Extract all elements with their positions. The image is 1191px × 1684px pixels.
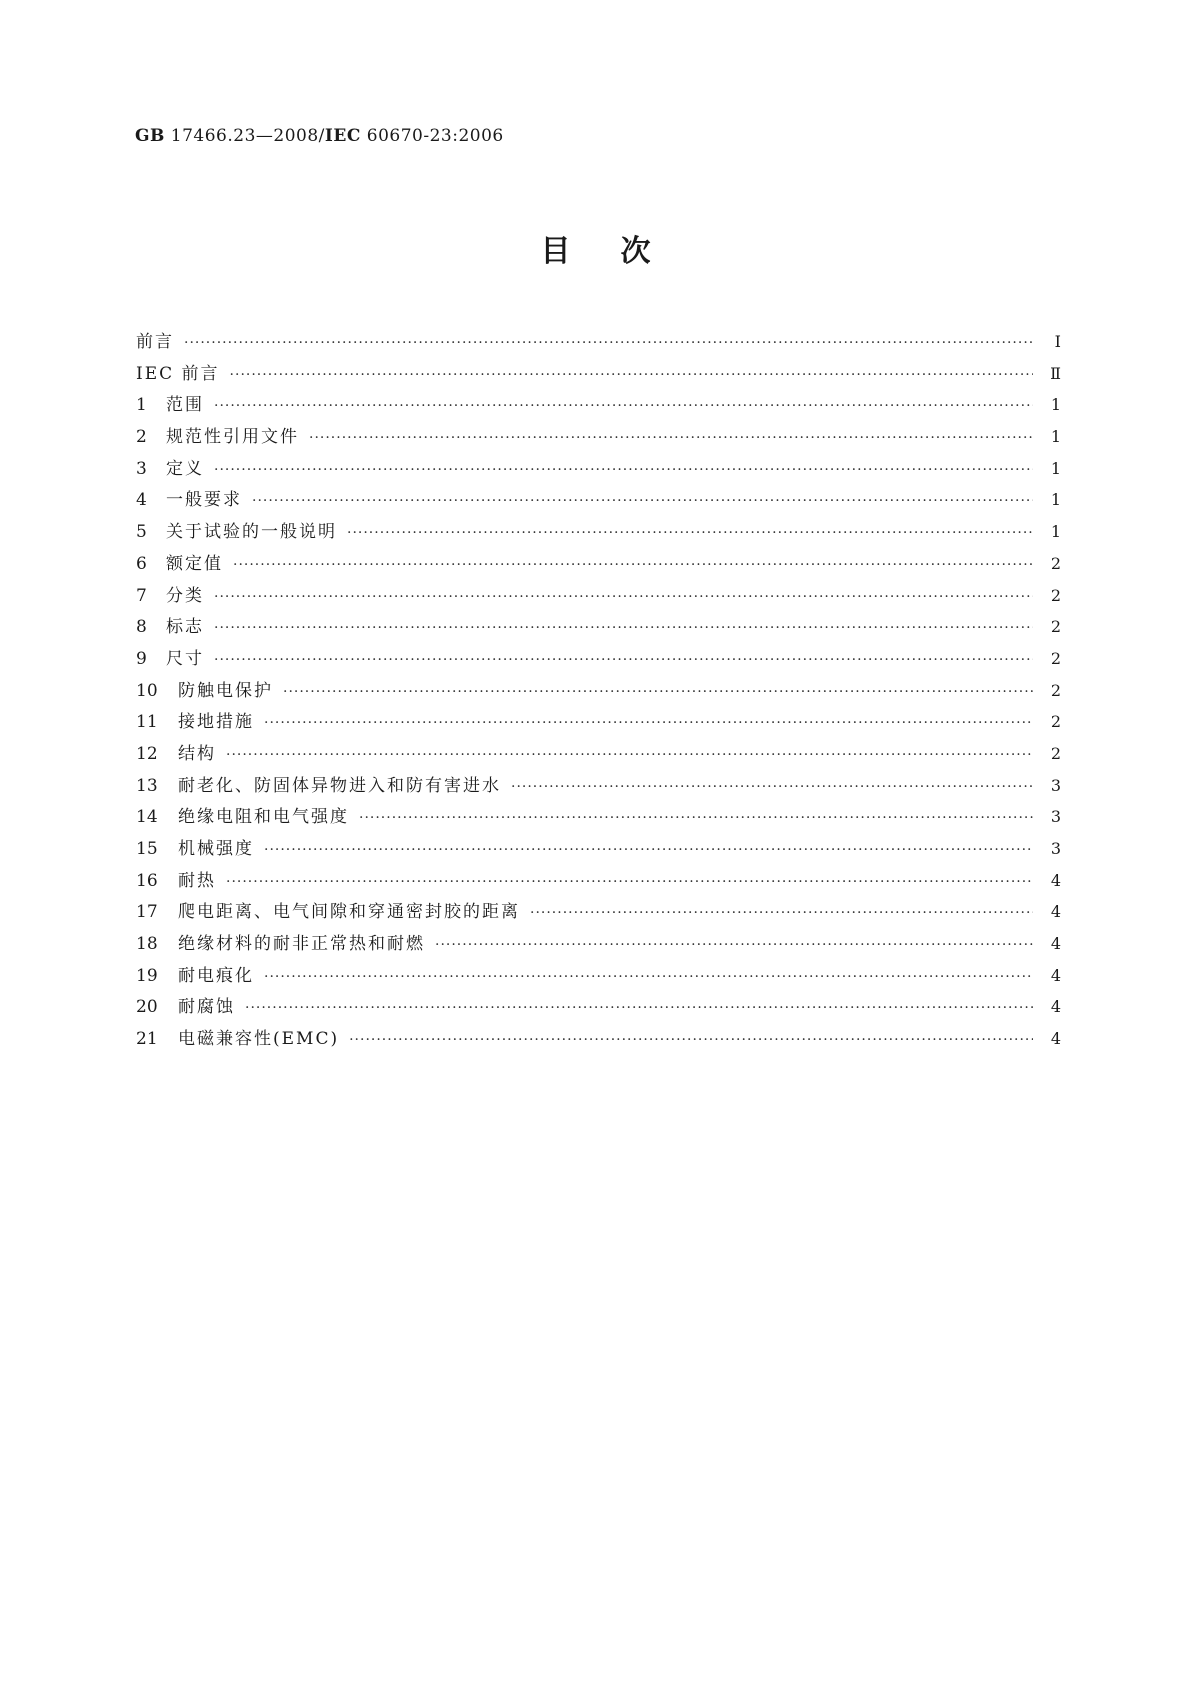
- toc-dot-leader: [252, 493, 1033, 509]
- toc-entry-page: 4: [1050, 1029, 1061, 1049]
- toc-entry-label: 规范性引用文件: [166, 427, 299, 448]
- toc-entry-label: 防触电保护: [178, 680, 273, 701]
- toc-entry-label: 耐电痕化: [178, 965, 254, 986]
- toc-entry[interactable]: [136, 485, 1061, 517]
- doc-code-iec: IEC: [324, 126, 361, 146]
- toc-dot-leader: [214, 620, 1033, 636]
- toc-entry-page: 1: [1050, 522, 1061, 542]
- toc-entry-page: 2: [1050, 553, 1061, 573]
- toc-entry-page: 3: [1050, 839, 1061, 858]
- toc-entry[interactable]: [136, 739, 1061, 771]
- toc-entry[interactable]: [136, 771, 1061, 803]
- toc-entry[interactable]: [136, 1024, 1061, 1056]
- toc-entry-page: 1: [1050, 458, 1061, 478]
- document-code: [135, 126, 504, 146]
- toc-entry-page: 1: [1050, 395, 1061, 415]
- toc-dot-leader: [283, 684, 1033, 700]
- toc-entry[interactable]: [136, 802, 1061, 834]
- toc-entry-number: 18: [136, 934, 158, 955]
- toc-entry-page: 2: [1050, 680, 1061, 700]
- toc-entry[interactable]: [136, 327, 1061, 359]
- toc-entry-number: 1: [136, 395, 147, 416]
- doc-code-number: 17466.23—2008/: [164, 126, 325, 146]
- toc-entry-page: 1: [1050, 490, 1061, 510]
- toc-entry[interactable]: [136, 549, 1061, 581]
- toc-entry-label: 定义: [166, 458, 204, 479]
- toc-entry-page: 2: [1050, 585, 1061, 605]
- toc-dot-leader: [214, 589, 1033, 605]
- toc-entry[interactable]: [136, 612, 1061, 644]
- toc-entry-number: 9: [136, 648, 147, 669]
- toc-entry-number: 3: [136, 458, 147, 479]
- toc-entry[interactable]: [136, 834, 1061, 866]
- toc-entry-number: 16: [136, 870, 158, 891]
- toc-entry-label: 绝缘电阻和电气强度: [178, 807, 349, 828]
- toc-entry-label: 前言: [136, 332, 174, 352]
- toc-entry-label: 范围: [166, 395, 204, 416]
- toc-dot-leader: [530, 905, 1033, 921]
- toc-entry-page: 4: [1050, 997, 1061, 1017]
- toc-entry-page: 2: [1050, 712, 1061, 732]
- toc-entry[interactable]: [136, 897, 1061, 929]
- toc-entry[interactable]: [136, 581, 1061, 613]
- toc-entry-number: 12: [136, 743, 158, 764]
- toc-entry[interactable]: [136, 359, 1061, 391]
- toc-dot-leader: [347, 525, 1033, 541]
- toc-entry-number: 11: [136, 712, 158, 733]
- toc-entry[interactable]: [136, 644, 1061, 676]
- toc-entry-page: 2: [1050, 743, 1061, 763]
- toc-dot-leader: [184, 335, 1033, 351]
- toc-dot-leader: [264, 969, 1033, 985]
- toc-entry-number: 7: [136, 585, 147, 606]
- toc-dot-leader: [264, 842, 1033, 858]
- toc-entry-label: 分类: [166, 585, 204, 606]
- toc-entry-number: 8: [136, 617, 147, 638]
- toc-entry-page: 4: [1050, 934, 1061, 954]
- toc-dot-leader: [511, 779, 1033, 795]
- toc-entry-number: 17: [136, 902, 158, 923]
- toc-entry-page: Ⅱ: [1050, 363, 1061, 383]
- table-of-contents: [136, 327, 1061, 1056]
- toc-entry[interactable]: [136, 992, 1061, 1024]
- toc-entry-label: 电磁兼容性(EMC): [178, 1029, 340, 1050]
- toc-entry-page: 1: [1050, 427, 1061, 447]
- toc-entry-number: 15: [136, 839, 158, 859]
- toc-entry[interactable]: [136, 454, 1061, 486]
- toc-entry-number: 5: [136, 522, 147, 543]
- doc-code-gb: GB: [135, 126, 165, 146]
- toc-entry[interactable]: [136, 961, 1061, 993]
- toc-entry-number: 20: [136, 997, 158, 1018]
- toc-entry-label: 耐热: [178, 870, 216, 891]
- toc-entry-label: 绝缘材料的耐非正常热和耐燃: [178, 934, 425, 955]
- toc-entry-page: 4: [1050, 902, 1061, 922]
- toc-entry-label: 额定值: [166, 553, 223, 574]
- toc-dot-leader: [435, 937, 1033, 953]
- toc-dot-leader: [349, 1032, 1033, 1048]
- toc-dot-leader: [233, 557, 1033, 573]
- toc-entry-label: 耐腐蚀: [178, 997, 235, 1018]
- toc-entry-label: 耐老化、防固体异物进入和防有害进水: [178, 775, 501, 796]
- toc-dot-leader: [264, 715, 1033, 731]
- toc-entry[interactable]: [136, 929, 1061, 961]
- toc-dot-leader: [226, 874, 1033, 890]
- toc-entry[interactable]: [136, 707, 1061, 739]
- toc-dot-leader: [359, 810, 1033, 826]
- toc-entry-label: IEC 前言: [136, 363, 220, 384]
- toc-entry-label: 标志: [166, 617, 204, 638]
- toc-entry[interactable]: [136, 676, 1061, 708]
- toc-entry-page: 2: [1050, 648, 1061, 668]
- toc-dot-leader: [230, 367, 1033, 383]
- toc-dot-leader: [226, 747, 1033, 763]
- doc-code-iec-number: 60670-23:2006: [360, 126, 504, 146]
- toc-entry-number: 13: [136, 775, 158, 796]
- toc-dot-leader: [214, 652, 1033, 668]
- toc-entry-label: 接地措施: [178, 712, 254, 733]
- page-title: 目次: [540, 234, 701, 269]
- toc-entry-label: 爬电距离、电气间隙和穿通密封胶的距离: [178, 902, 520, 923]
- toc-entry-page: 2: [1050, 617, 1061, 637]
- toc-entry-label: 机械强度: [178, 839, 254, 859]
- toc-entry[interactable]: [136, 866, 1061, 898]
- toc-entry-page: 3: [1050, 775, 1061, 795]
- toc-entry-label: 一般要求: [166, 490, 242, 511]
- toc-dot-leader: [214, 462, 1033, 478]
- toc-entry-label: 结构: [178, 743, 216, 764]
- toc-entry-page: Ⅰ: [1054, 332, 1061, 351]
- toc-entry-number: 21: [136, 1029, 158, 1050]
- toc-dot-leader: [309, 430, 1033, 446]
- toc-entry[interactable]: [136, 390, 1061, 422]
- toc-entry-number: 14: [136, 807, 158, 828]
- toc-entry-label: 尺寸: [166, 648, 204, 669]
- toc-entry-page: 4: [1050, 965, 1061, 985]
- toc-entry-number: 2: [136, 427, 147, 448]
- toc-entry[interactable]: [136, 517, 1061, 549]
- toc-entry-number: 4: [136, 490, 147, 511]
- toc-entry-page: 4: [1050, 870, 1061, 890]
- toc-dot-leader: [245, 1000, 1033, 1016]
- toc-entry-number: 6: [136, 553, 147, 574]
- toc-entry-page: 3: [1050, 807, 1061, 827]
- toc-entry-label: 关于试验的一般说明: [166, 522, 337, 543]
- toc-entry-number: 10: [136, 680, 158, 701]
- toc-entry[interactable]: [136, 422, 1061, 454]
- toc-dot-leader: [214, 398, 1033, 414]
- toc-entry-number: 19: [136, 965, 158, 986]
